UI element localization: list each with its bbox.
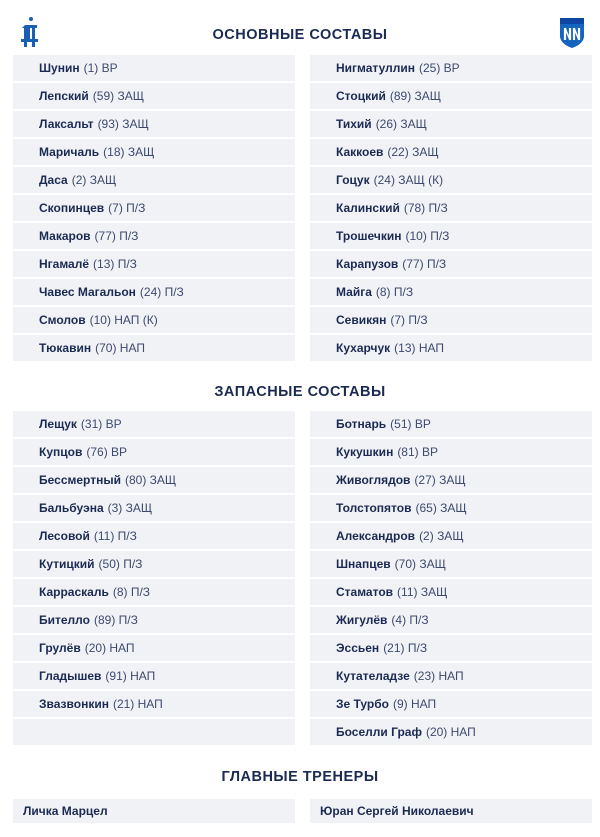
player-number-position: (1) ВР [83,61,118,75]
player-number-position: (31) ВР [80,417,122,431]
player-name: Стаматов [336,585,394,599]
player-row [310,719,592,747]
player-name: Майга [336,285,372,299]
player-number-position: (89) П/З [93,613,138,627]
player-name: Трошечкин [336,229,402,243]
player-name: Живоглядов [336,473,411,487]
player-number-position: (70) НАП [95,341,145,355]
player-number-position: (18) ЗАЩ [103,145,155,159]
player-row [13,411,295,439]
player-name: Толстопятов [336,501,412,515]
player-row [13,195,295,223]
player-name: Бальбуэна [39,501,104,515]
player-number-position: (24) П/З [139,285,184,299]
player-row [13,223,295,251]
player-row [310,223,592,251]
player-number-position: (11) П/З [93,529,137,543]
player-row [13,607,295,635]
section-title: ЗАПАСНЫЕ СОСТАВЫ [214,384,386,400]
player-number-position: (13) НАП [394,341,445,355]
player-row [310,411,592,439]
player-row [310,635,592,663]
player-number-position: (20) НАП [425,725,476,739]
player-number-position: (77) П/З [402,257,447,271]
player-number-position: (50) П/З [98,557,143,571]
home-starting-list [13,55,295,363]
player-name: Купцов [39,445,83,459]
player-name: Эссьен [336,641,380,655]
player-name: Кутицкий [39,557,95,571]
player-row [13,55,295,83]
player-number-position: (24) ЗАЩ (К) [373,173,444,187]
player-name: Севикян [336,313,387,327]
player-name: Чавес Магальон [39,285,136,299]
player-name: Нгамалё [39,257,90,271]
player-row [13,635,295,663]
away-subs-list [310,411,592,747]
player-row [310,663,592,691]
player-row [13,111,295,139]
player-row [310,551,592,579]
player-number-position: (21) П/З [383,641,428,655]
player-name: Смолов [39,313,86,327]
player-row [13,663,295,691]
player-row [310,579,592,607]
player-row [310,195,592,223]
player-row [310,111,592,139]
player-row [13,251,295,279]
player-row [13,167,295,195]
player-number-position: (10) П/З [405,229,450,243]
player-name: Ботнарь [336,417,387,431]
player-name: Гладышев [39,669,102,683]
player-row [13,307,295,335]
player-number-position: (93) ЗАЩ [97,117,149,131]
player-row [310,495,592,523]
player-row [13,523,295,551]
player-row [310,279,592,307]
player-row [310,167,592,195]
player-number-position: (2) ЗАЩ [419,529,464,543]
player-name: Даса [39,173,68,187]
player-number-position: (51) ВР [390,417,431,431]
player-name: Скопинцев [39,201,105,215]
player-name: Кукушкин [336,445,394,459]
player-number-position: (7) П/З [390,313,428,327]
player-row [310,335,592,363]
coach-name: Юран Сергей Николаевич [310,799,592,823]
player-row [13,579,295,607]
home-coach [13,799,295,823]
player-number-position: (59) ЗАЩ [92,89,144,103]
player-row [310,523,592,551]
player-name: Шнапцев [336,557,391,571]
section-title: ГЛАВНЫЕ ТРЕНЕРЫ [221,769,379,785]
starting-lineups-header [0,26,600,44]
player-name: Карапузов [336,257,399,271]
player-name: Тихий [336,117,372,131]
player-name: Тюкавин [39,341,92,355]
player-number-position: (65) ЗАЩ [415,501,467,515]
player-name: Гоцук [336,173,370,187]
player-name: Каккоев [336,145,384,159]
player-number-position: (76) ВР [86,445,128,459]
player-number-position: (70) ЗАЩ [394,557,446,571]
player-number-position: (89) ЗАЩ [389,89,442,103]
away-starting-list [310,55,592,363]
player-name: Макаров [39,229,91,243]
player-row [13,439,295,467]
player-row [310,691,592,719]
player-row [13,495,295,523]
player-number-position: (26) ЗАЩ [375,117,427,131]
player-number-position: (91) НАП [105,669,156,683]
player-name: Зе Турбо [336,697,389,711]
coach-name: Личка Марцел [13,799,295,823]
player-name: Лесовой [39,529,90,543]
player-row [13,83,295,111]
section-title: ОСНОВНЫЕ СОСТАВЫ [212,27,388,43]
player-number-position: (8) П/З [375,285,414,299]
player-row [13,467,295,495]
player-number-position: (81) ВР [397,445,438,459]
player-name: Лепский [39,89,89,103]
player-row [310,139,592,167]
player-name: Лаксальт [39,117,94,131]
player-number-position: (7) П/З [108,201,146,215]
player-number-position: (13) П/З [93,257,137,271]
player-number-position: (9) НАП [393,697,437,711]
player-number-position: (8) П/З [112,585,151,599]
player-number-position: (10) НАП (К) [89,313,158,327]
player-row [13,691,295,719]
player-row [310,55,592,83]
player-number-position: (78) П/З [403,201,448,215]
player-name: Бессмертный [39,473,121,487]
player-row [310,439,592,467]
player-row [310,607,592,635]
player-name: Бителло [39,613,90,627]
home-subs-list [13,411,295,747]
player-name: Боселли Граф [336,725,422,739]
player-row [310,307,592,335]
substitutes-header [0,383,600,401]
player-row [13,139,295,167]
player-number-position: (3) ЗАЩ [107,501,153,515]
player-name: Карраскаль [39,585,109,599]
player-number-position: (2) ЗАЩ [71,173,117,187]
player-name: Маричаль [39,145,100,159]
player-name: Калинский [336,201,400,215]
player-name: Звазвонкин [39,697,109,711]
player-row [13,279,295,307]
player-number-position: (80) ЗАЩ [124,473,177,487]
player-name: Жигулёв [336,613,388,627]
player-name: Нигматуллин [336,61,415,75]
player-name: Шунин [39,61,80,75]
player-number-position: (27) ЗАЩ [414,473,466,487]
player-name: Александров [336,529,416,543]
player-number-position: (25) ВР [419,61,460,75]
player-number-position: (23) НАП [413,669,464,683]
player-row [310,83,592,111]
player-name: Лещук [39,417,77,431]
player-row [13,719,295,747]
coaches-header [0,768,600,786]
player-number-position: (11) ЗАЩ [397,585,448,599]
player-row [13,335,295,363]
player-number-position: (4) П/З [391,613,429,627]
player-row [310,467,592,495]
player-number-position: (22) ЗАЩ [387,145,439,159]
away-coach [310,799,592,823]
player-name: Грулёв [39,641,81,655]
player-number-position: (77) П/З [94,229,139,243]
player-row [13,551,295,579]
player-row [310,251,592,279]
player-name: Кухарчук [336,341,391,355]
player-number-position: (20) НАП [84,641,135,655]
player-name: Кутателадзе [336,669,410,683]
player-number-position: (21) НАП [112,697,163,711]
player-name: Стоцкий [336,89,386,103]
